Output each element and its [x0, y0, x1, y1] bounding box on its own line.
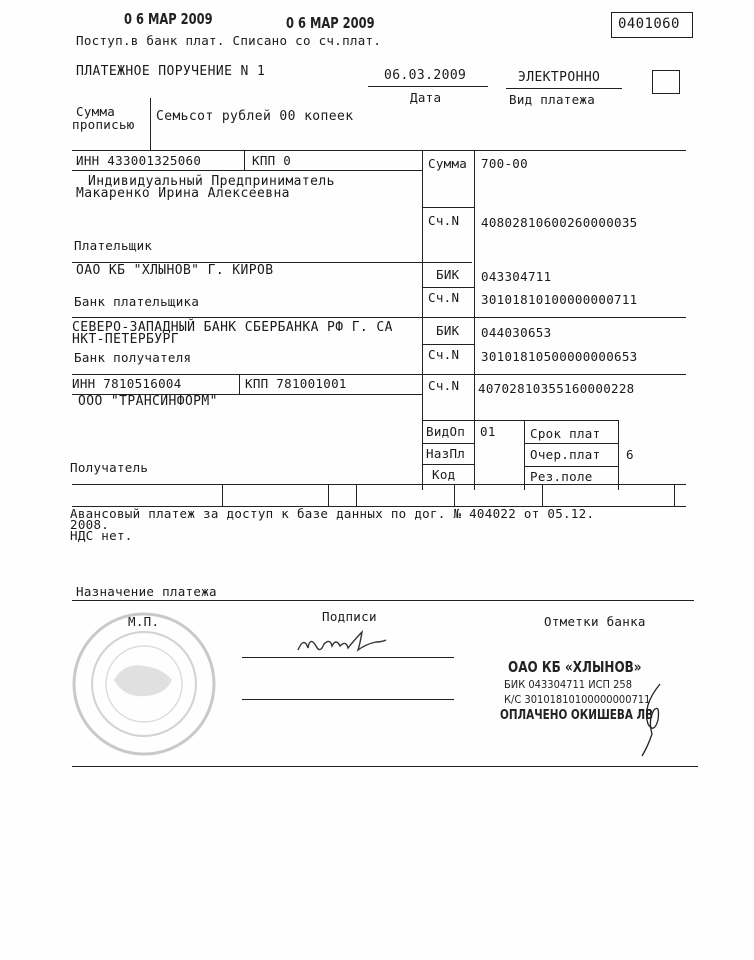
order-date: 06.03.2009 — [384, 68, 467, 83]
recipient-label: Получатель — [70, 460, 149, 475]
recipient-bank-label: Банк получателя — [74, 350, 192, 365]
amount-words-label-2: прописью — [72, 117, 135, 132]
purpose-line-1: Авансовый платеж за доступ к базе данных по дог. № 404022 от 05.12. — [70, 506, 595, 521]
date-label: Дата — [410, 90, 442, 105]
received-date-stamp: 0 6 MAP 2009 — [124, 10, 213, 28]
bank-marks-label: Отметки банка — [544, 614, 646, 629]
amount-in-words: Семьсот рублей 00 копеек — [156, 109, 354, 124]
payer-label: Плательщик — [74, 238, 153, 253]
received-debited-label: Поступ.в банк плат. Списано со сч.плат. — [76, 33, 382, 48]
bank-officer-signature — [630, 680, 676, 760]
purpose-line-2: 2008. — [70, 517, 110, 532]
payment-type-label: Вид платежа — [509, 92, 596, 107]
payer-account-value: 40802810600260000035 — [481, 215, 638, 230]
recipient-bank-name-1: СЕВЕРО-ЗАПАДНЫЙ БАНК СБЕРБАНКА РФ Г. СА — [72, 320, 393, 335]
payment-type-value: ЭЛЕКТРОННО — [518, 70, 601, 85]
payer-bik-label: БИК — [436, 267, 460, 282]
payer-signature — [292, 628, 402, 662]
rez-pole-label: Рез.поле — [530, 469, 593, 484]
payment-status-box — [652, 70, 680, 94]
payer-name-1: Индивидуальный Предприниматель — [88, 174, 335, 189]
recipient-account-label: Сч.N — [428, 378, 460, 393]
purpose-label: Назначение платежа — [76, 584, 217, 599]
payer-name-2: Макаренко Ирина Алексеевна — [76, 186, 290, 201]
amount-words-label-1: Сумма — [76, 104, 116, 119]
recipient-corr-value: 30101810500000000653 — [481, 349, 638, 364]
recipient-bik-label: БИК — [436, 323, 460, 338]
payer-bank-label: Банк плательщика — [74, 294, 200, 309]
recipient-bank-name-2: НКТ-ПЕТЕРБУРГ — [72, 332, 179, 347]
recipient-kpp: КПП 781001001 — [245, 376, 347, 391]
bank-stamp-bik: БИК 043304711 ИСП 258 — [504, 678, 633, 691]
recipient-bik-value: 044030653 — [481, 325, 552, 340]
payer-corr-label: Сч.N — [428, 290, 460, 305]
srok-plat-label: Срок плат — [530, 426, 601, 441]
document-code-box — [611, 12, 693, 38]
bank-stamp-corr: К/С 30101810100000000711 — [504, 693, 651, 706]
document-code: 0401060 — [618, 16, 680, 32]
kod-label: Код — [432, 467, 456, 482]
amount-value: 700-00 — [481, 156, 528, 171]
mp-label: М.П. — [128, 614, 160, 629]
recipient-corr-label: Сч.N — [428, 347, 460, 362]
bank-stamp-title: ОАО КБ «ХЛЫНОВ» — [508, 658, 642, 676]
signatures-label: Подписи — [322, 609, 377, 624]
recipient-account-value: 40702810355160000228 — [478, 381, 635, 396]
payer-kpp: КПП 0 — [252, 153, 292, 168]
vid-op-value: 01 — [480, 424, 496, 439]
naz-pl-label: НазПл — [426, 446, 466, 461]
debited-date-stamp: 0 6 MAP 2009 — [286, 14, 375, 32]
recipient-name: ООО "ТРАНСИНФОРМ" — [78, 394, 218, 409]
vid-op-label: ВидОп — [426, 424, 466, 439]
order-title: ПЛАТЕЖНОЕ ПОРУЧЕНИЕ N 1 — [76, 64, 266, 79]
payer-inn: ИНН 433001325060 — [76, 153, 202, 168]
round-seal — [70, 610, 220, 760]
amount-label: Сумма — [428, 156, 468, 171]
payer-bik-value: 043304711 — [481, 269, 552, 284]
ocher-plat-label: Очер.плат — [530, 447, 601, 462]
bank-stamp-paid: ОПЛАЧЕНО ОКИШЕВА ЛВ — [500, 708, 654, 723]
payer-bank-name: ОАО КБ "ХЛЫНОВ" Г. КИРОВ — [76, 263, 274, 278]
payer-account-label: Сч.N — [428, 213, 460, 228]
recipient-inn: ИНН 7810516004 — [72, 376, 182, 391]
purpose-line-3: НДС нет. — [70, 528, 133, 543]
payer-corr-value: 30101810100000000711 — [481, 292, 638, 307]
ocher-plat-value: 6 — [626, 447, 634, 462]
